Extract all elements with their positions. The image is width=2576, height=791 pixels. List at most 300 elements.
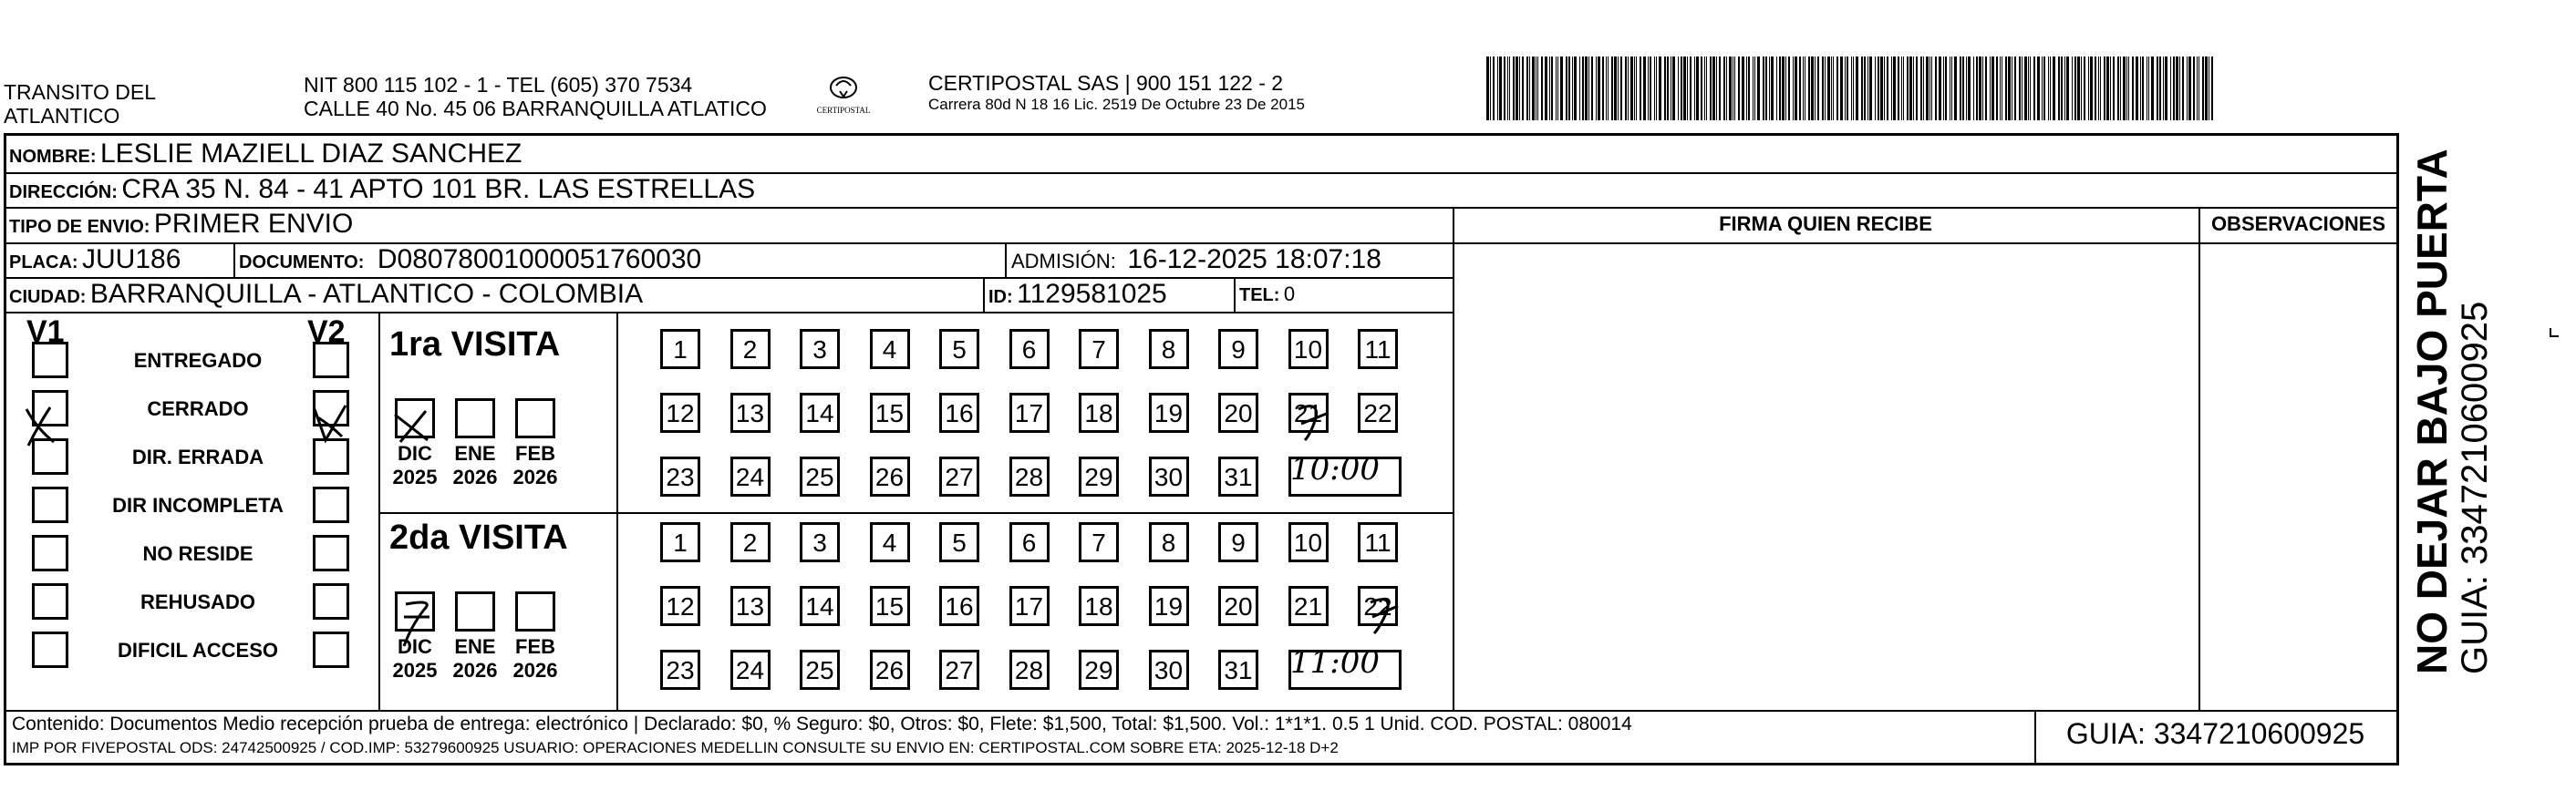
barcode-bar xyxy=(2000,56,2001,120)
barcode-bar xyxy=(2182,56,2184,120)
barcode-bar xyxy=(1825,56,1826,120)
barcode-bar xyxy=(1716,56,1717,120)
tipo-envio-value: PRIMER ENVIO xyxy=(153,209,354,239)
barcode-bar xyxy=(1785,56,1786,120)
barcode-bar xyxy=(2126,56,2127,120)
barcode-bar xyxy=(1782,56,1785,120)
barcode-bar xyxy=(2142,56,2144,120)
barcode-bar xyxy=(1836,56,1838,120)
barcode-bar xyxy=(1710,56,1712,120)
barcode-bar xyxy=(2090,56,2093,120)
day-box-20[interactable]: 20 xyxy=(1218,393,1258,433)
barcode-bar xyxy=(2022,56,2023,120)
barcode-bar xyxy=(1734,56,1735,120)
barcode xyxy=(1486,56,2225,120)
barcode-bar xyxy=(2151,56,2154,120)
firma-label: FIRMA QUIEN RECIBE xyxy=(1719,212,1932,235)
handwritten-marks xyxy=(6,136,1456,710)
day-box-22[interactable]: 22 xyxy=(1358,393,1398,433)
day-box-8[interactable]: 8 xyxy=(1149,522,1189,562)
barcode-bar xyxy=(1656,56,1657,120)
barcode-bar xyxy=(1793,56,1794,120)
barcode-bar xyxy=(1549,56,1550,120)
barcode-bar xyxy=(1640,56,1641,120)
barcode-bar xyxy=(1602,56,1604,120)
status-label: ENTREGADO xyxy=(133,349,263,372)
barcode-bar xyxy=(2197,56,2198,120)
barcode-bar xyxy=(1979,56,1981,120)
day-box-2[interactable]: 2 xyxy=(730,329,771,369)
day-box-11[interactable]: 11 xyxy=(1358,329,1398,369)
barcode-bar xyxy=(1648,56,1649,120)
direccion-row: DIRECCIÓN: CRA 35 N. 84 - 41 APTO 101 BR. LAS ESTRELLAS xyxy=(9,174,756,204)
barcode-bar xyxy=(2019,56,2021,120)
day-box-25[interactable]: 25 xyxy=(800,457,840,497)
barcode-bar xyxy=(1769,56,1770,120)
barcode-bar xyxy=(1808,56,1810,120)
barcode-bar xyxy=(1516,56,1518,120)
barcode-bar xyxy=(1831,56,1832,120)
barcode-bar xyxy=(1557,56,1558,120)
barcode-bar xyxy=(2123,56,2126,120)
barcode-bar xyxy=(1996,56,1998,120)
documento-value: D08078001000051760030 xyxy=(377,244,702,274)
day-box-4[interactable]: 4 xyxy=(870,522,910,562)
day-box-14[interactable]: 14 xyxy=(800,393,840,433)
sender-name: TRANSITO DEL ATLANTICO xyxy=(4,80,156,128)
barcode-bar xyxy=(2014,56,2016,120)
day-box-19[interactable]: 19 xyxy=(1149,393,1189,433)
barcode-bar xyxy=(1960,56,1961,120)
barcode-bar xyxy=(2173,56,2175,120)
barcode-bar xyxy=(2157,56,2158,120)
barcode-bar xyxy=(1853,56,1854,120)
barcode-bar xyxy=(2030,56,2031,120)
contenido-line: Contenido: Documentos Medio recepción prueba de entrega: electrónico | Declarado: $0, % Seguro: $0, Otros: $0, Flete: $1,500, Total: $1,500. Vol.: 1*1*1. 0.5 1 Unid. COD. POSTAL: 080014 xyxy=(12,714,1632,734)
tipo-envio-row: TIPO DE ENVIO: PRIMER ENVIO xyxy=(9,209,354,239)
barcode-bar xyxy=(1634,56,1635,120)
barcode-bar xyxy=(2081,56,2082,120)
barcode-bar xyxy=(1982,56,1983,120)
day-box-12[interactable]: 12 xyxy=(660,586,700,626)
barcode-bar xyxy=(2140,56,2141,120)
barcode-bar xyxy=(2061,56,2063,120)
barcode-bar xyxy=(1748,56,1750,120)
day-box-27[interactable]: 27 xyxy=(939,650,979,690)
id-value: 1129581025 xyxy=(1017,279,1167,309)
day-box-28[interactable]: 28 xyxy=(1009,457,1050,497)
day-box-17[interactable]: 17 xyxy=(1009,586,1050,626)
barcode-bar xyxy=(1851,56,1852,120)
barcode-bar xyxy=(1939,56,1941,120)
barcode-bar xyxy=(1962,56,1964,120)
barcode-bar xyxy=(1681,56,1682,120)
day-box-16[interactable]: 16 xyxy=(939,393,979,433)
day-box-9[interactable]: 9 xyxy=(1218,329,1258,369)
status-label: REHUSADO xyxy=(140,591,255,613)
day-box-23[interactable]: 23 xyxy=(660,457,700,497)
id-field: ID: 1129581025 xyxy=(988,279,1167,309)
barcode-bar xyxy=(1931,56,1932,120)
barcode-bar xyxy=(1803,56,1804,120)
day-box-21[interactable]: 21 xyxy=(1288,393,1329,433)
day-box-5[interactable]: 5 xyxy=(939,522,979,562)
status-label: DIFICIL ACCESO xyxy=(117,639,278,662)
barcode-bar xyxy=(1664,56,1666,120)
ciudad-value: BARRANQUILLA - ATLANTICO - COLOMBIA xyxy=(89,279,644,309)
side-text xyxy=(2409,149,2495,674)
day-box-31[interactable]: 31 xyxy=(1218,650,1258,690)
barcode-bar xyxy=(1945,56,1947,120)
barcode-bar xyxy=(2120,56,2121,120)
admision-field: ADMISIÓN: 16-12-2025 18:07:18 xyxy=(1011,244,1381,274)
barcode-bar xyxy=(1811,56,1814,120)
placa-value: JUU186 xyxy=(82,244,181,274)
no-dejar-bajo-puerta: NO DEJAR BAJO PUERTA xyxy=(2408,149,2456,674)
imp-line: IMP POR FIVEPOSTAL ODS: 24742500925 / COD.IMP: 53279600925 USUARIO: OPERACIONES MEDELLIN CONSULTE SU ENVIO EN: CERTIPOSTAL.COM SOBRE ETA: 2025-12-18 D+2 xyxy=(12,739,1339,756)
observaciones-label: OBSERVACIONES xyxy=(2210,212,2386,235)
barcode-bar xyxy=(2188,56,2191,120)
barcode-bar xyxy=(1526,56,1528,120)
barcode-bar xyxy=(1909,56,1912,120)
barcode-bar xyxy=(2048,56,2049,120)
barcode-bar xyxy=(1620,56,1622,120)
day-box-4[interactable]: 4 xyxy=(870,329,910,369)
barcode-bar xyxy=(2084,56,2085,120)
status-label: DIR INCOMPLETA xyxy=(112,494,284,517)
guide-form xyxy=(4,133,2399,765)
barcode-bar xyxy=(1976,56,1978,120)
barcode-bar xyxy=(1568,56,1570,120)
barcode-bar xyxy=(1611,56,1613,120)
status-label: DIR. ERRADA xyxy=(131,446,264,468)
barcode-bar xyxy=(2187,56,2188,120)
barcode-bar xyxy=(1499,56,1502,120)
day-box-30[interactable]: 30 xyxy=(1149,650,1189,690)
barcode-bar xyxy=(1706,56,1707,120)
barcode-bar xyxy=(1991,56,1994,120)
barcode-bar xyxy=(2024,56,2027,120)
day-box-10[interactable]: 10 xyxy=(1288,329,1329,369)
barcode-bar xyxy=(2088,56,2089,120)
nombre-value: LESLIE MAZIELL DIAZ SANCHEZ xyxy=(100,139,522,169)
barcode-bar xyxy=(1701,56,1702,120)
barcode-bar xyxy=(2202,56,2204,120)
barcode-bar xyxy=(1875,56,1876,120)
barcode-bar xyxy=(1742,56,1744,120)
day-box-13[interactable]: 13 xyxy=(730,586,771,626)
barcode-bar xyxy=(2211,56,2213,120)
barcode-bar xyxy=(1585,56,1588,120)
barcode-bar xyxy=(1738,56,1740,120)
barcode-bar xyxy=(2205,56,2208,120)
barcode-bar xyxy=(1596,56,1597,120)
barcode-bar xyxy=(2193,56,2195,120)
month-label: DIC 2025 xyxy=(392,442,438,488)
visit1-time: 10:00 xyxy=(1290,451,1380,488)
barcode-bar xyxy=(2042,56,2043,120)
v1-label: V1 xyxy=(26,314,65,349)
barcode-bar xyxy=(1776,56,1777,120)
barcode-bar xyxy=(1753,56,1754,120)
footer-guia: GUIA: 3347210600925 xyxy=(2065,717,2365,750)
day-box-1[interactable]: 1 xyxy=(660,329,700,369)
day-box-29[interactable]: 29 xyxy=(1079,650,1119,690)
barcode-bar xyxy=(1522,56,1524,120)
day-box-11[interactable]: 11 xyxy=(1358,522,1398,562)
day-box-5[interactable]: 5 xyxy=(939,329,979,369)
barcode-bar xyxy=(1694,56,1695,120)
barcode-bar xyxy=(1867,56,1868,120)
barcode-bar xyxy=(1719,56,1721,120)
barcode-bar xyxy=(2064,56,2065,120)
barcode-bar xyxy=(1643,56,1646,120)
day-box-18[interactable]: 18 xyxy=(1079,393,1119,433)
barcode-bar xyxy=(1887,56,1888,120)
company-info: CERTIPOSTAL SAS | 900 151 122 - 2 Carrera 80d N 18 16 Lic. 2519 De Octubre 23 De 2015 xyxy=(928,71,1305,113)
barcode-bar xyxy=(2136,56,2138,120)
sender-contact: NIT 800 115 102 - 1 - TEL (605) 370 7534 CALLE 40 No. 45 06 BARRANQUILLA ATLATICO xyxy=(304,73,767,120)
day-box-7[interactable]: 7 xyxy=(1079,329,1119,369)
barcode-bar xyxy=(2176,56,2178,120)
barcode-bar xyxy=(2104,56,2105,120)
barcode-bar xyxy=(2077,56,2080,120)
day-box-24[interactable]: 24 xyxy=(730,650,771,690)
day-box-15[interactable]: 15 xyxy=(870,586,910,626)
svg-text:CERTIPOSTAL: CERTIPOSTAL xyxy=(816,106,871,115)
barcode-bar xyxy=(1833,56,1834,120)
day-box-30[interactable]: 30 xyxy=(1149,457,1189,497)
documento-field: DOCUMENTO: D08078001000051760030 xyxy=(239,244,702,274)
barcode-bar xyxy=(1903,56,1904,120)
barcode-bar xyxy=(1560,56,1563,120)
day-box-8[interactable]: 8 xyxy=(1149,329,1189,369)
barcode-bar xyxy=(1757,56,1760,120)
barcode-bar xyxy=(2132,56,2134,120)
barcode-bar xyxy=(1856,56,1858,120)
barcode-bar xyxy=(2148,56,2149,120)
barcode-bar xyxy=(2100,56,2101,120)
day-box-3[interactable]: 3 xyxy=(800,329,840,369)
barcode-bar xyxy=(1650,56,1651,120)
barcode-bar xyxy=(2043,56,2045,120)
barcode-bar xyxy=(2098,56,2099,120)
barcode-bar xyxy=(1891,56,1892,120)
barcode-bar xyxy=(1763,56,1764,120)
barcode-bar xyxy=(1893,56,1896,120)
barcode-bar xyxy=(2179,56,2180,120)
barcode-bar xyxy=(1827,56,1830,120)
day-box-27[interactable]: 27 xyxy=(939,457,979,497)
day-box-31[interactable]: 31 xyxy=(1218,457,1258,497)
barcode-bar xyxy=(1861,56,1863,120)
certipostal-logo xyxy=(812,73,875,118)
barcode-bar xyxy=(1618,56,1619,120)
barcode-bar xyxy=(2113,56,2115,120)
barcode-bar xyxy=(1608,56,1609,120)
barcode-bar xyxy=(1729,56,1732,120)
day-box-17[interactable]: 17 xyxy=(1009,393,1050,433)
barcode-bar xyxy=(2117,56,2119,120)
barcode-bar xyxy=(1504,56,1505,120)
barcode-bar xyxy=(2110,56,2111,120)
day-box-3[interactable]: 3 xyxy=(800,522,840,562)
v2-label: V2 xyxy=(307,314,346,349)
day-box-21[interactable]: 21 xyxy=(1288,586,1329,626)
barcode-bar xyxy=(2008,56,2011,120)
visit2-title: 2da VISITA xyxy=(389,519,568,557)
barcode-bar xyxy=(1884,56,1885,120)
barcode-bar xyxy=(1845,56,1846,120)
barcode-bar xyxy=(1493,56,1495,120)
barcode-bar xyxy=(1678,56,1679,120)
barcode-bar xyxy=(1672,56,1675,120)
barcode-bar xyxy=(1898,56,1899,120)
barcode-bar xyxy=(1968,56,1971,120)
barcode-bar xyxy=(1696,56,1699,120)
placa-field: PLACA: JUU186 xyxy=(9,244,181,274)
day-box-6[interactable]: 6 xyxy=(1009,329,1050,369)
month-label: FEB 2026 xyxy=(512,635,558,682)
day-box-1[interactable]: 1 xyxy=(660,522,700,562)
barcode-bar xyxy=(1509,56,1510,120)
barcode-bar xyxy=(1712,56,1715,120)
day-box-18[interactable]: 18 xyxy=(1079,586,1119,626)
barcode-bar xyxy=(1556,56,1557,120)
day-box-15[interactable]: 15 xyxy=(870,393,910,433)
barcode-bar xyxy=(1923,56,1924,120)
day-box-25[interactable]: 25 xyxy=(800,650,840,690)
barcode-bar xyxy=(2072,56,2073,120)
barcode-bar xyxy=(2159,56,2161,120)
status-label: CERRADO xyxy=(147,397,249,420)
day-box-24[interactable]: 24 xyxy=(730,457,771,497)
day-box-13[interactable]: 13 xyxy=(730,393,771,433)
day-box-23[interactable]: 23 xyxy=(660,650,700,690)
barcode-bar xyxy=(1765,56,1767,120)
barcode-bar xyxy=(1704,56,1705,120)
barcode-bar xyxy=(2033,56,2035,120)
barcode-bar xyxy=(2050,56,2051,120)
barcode-bar xyxy=(1614,56,1617,120)
barcode-bar xyxy=(1537,56,1538,120)
month-label: FEB 2026 xyxy=(512,442,558,488)
direccion-value: CRA 35 N. 84 - 41 APTO 101 BR. LAS ESTRELLAS xyxy=(121,174,756,204)
status-label: NO RESIDE xyxy=(142,542,253,565)
barcode-bar xyxy=(2170,56,2171,120)
barcode-bar xyxy=(1687,56,1688,120)
day-box-16[interactable]: 16 xyxy=(939,586,979,626)
barcode-bar xyxy=(1545,56,1547,120)
barcode-bar xyxy=(1628,56,1629,120)
day-box-7[interactable]: 7 xyxy=(1079,522,1119,562)
barcode-bar xyxy=(1822,56,1824,120)
barcode-bar xyxy=(2165,56,2167,120)
barcode-bar xyxy=(1659,56,1661,120)
barcode-bar xyxy=(1690,56,1691,120)
day-box-14[interactable]: 14 xyxy=(800,586,840,626)
barcode-bar xyxy=(1864,56,1866,120)
tel-value: 0 xyxy=(1283,282,1296,305)
barcode-bar xyxy=(1973,56,1974,120)
barcode-bar xyxy=(2074,56,2076,120)
day-box-19[interactable]: 19 xyxy=(1149,586,1189,626)
ciudad-field: CIUDAD: BARRANQUILLA - ATLANTICO - COLOMBIA xyxy=(9,279,644,309)
barcode-bar xyxy=(2128,56,2129,120)
barcode-bar xyxy=(1869,56,1872,120)
month-label: ENE 2026 xyxy=(452,635,498,682)
barcode-bar xyxy=(1840,56,1843,120)
barcode-bar xyxy=(1625,56,1627,120)
barcode-bar xyxy=(1966,56,1967,120)
day-box-6[interactable]: 6 xyxy=(1009,522,1050,562)
day-box-26[interactable]: 26 xyxy=(870,650,910,690)
barcode-bar xyxy=(1683,56,1686,120)
visit1-title: 1ra VISITA xyxy=(389,325,561,364)
day-box-26[interactable]: 26 xyxy=(870,457,910,497)
month-label: ENE 2026 xyxy=(452,442,498,488)
barcode-bar xyxy=(1513,56,1515,120)
barcode-bar xyxy=(1935,56,1937,120)
month-label: DIC 2025 xyxy=(392,635,438,682)
barcode-bar xyxy=(2106,56,2109,120)
day-box-10[interactable]: 10 xyxy=(1288,522,1329,562)
barcode-bar xyxy=(1754,56,1755,120)
day-box-9[interactable]: 9 xyxy=(1218,522,1258,562)
barcode-bar xyxy=(2198,56,2199,120)
barcode-bar xyxy=(1913,56,1914,120)
barcode-bar xyxy=(1847,56,1848,120)
barcode-bar xyxy=(2037,56,2040,120)
day-box-29[interactable]: 29 xyxy=(1079,457,1119,497)
barcode-bar xyxy=(1907,56,1909,120)
barcode-bar xyxy=(1519,56,1520,120)
barcode-bar xyxy=(1943,56,1944,120)
barcode-bar xyxy=(1916,56,1918,120)
barcode-bar xyxy=(1926,56,1929,120)
barcode-bar xyxy=(2095,56,2096,120)
barcode-bar xyxy=(2028,56,2029,120)
corner-mark xyxy=(2550,328,2559,337)
barcode-bar xyxy=(1746,56,1747,120)
day-box-12[interactable]: 12 xyxy=(660,393,700,433)
admision-value: 16-12-2025 18:07:18 xyxy=(1127,244,1381,274)
day-box-28[interactable]: 28 xyxy=(1009,650,1050,690)
day-box-20[interactable]: 20 xyxy=(1218,586,1258,626)
barcode-bar xyxy=(1579,56,1580,120)
barcode-bar xyxy=(1591,56,1593,120)
day-box-22[interactable]: 22 xyxy=(1358,586,1398,626)
barcode-bar xyxy=(1667,56,1669,120)
barcode-bar xyxy=(1630,56,1633,120)
barcode-bar xyxy=(1985,56,1987,120)
barcode-bar xyxy=(1551,56,1553,120)
barcode-bar xyxy=(1990,56,1991,120)
barcode-bar xyxy=(1582,56,1584,120)
side-guia: GUIA: 3347210600925 xyxy=(2455,301,2495,674)
nombre-row: NOMBRE: LESLIE MAZIELL DIAZ SANCHEZ xyxy=(9,139,522,169)
barcode-bar xyxy=(1817,56,1819,120)
barcode-bar xyxy=(1951,56,1952,120)
barcode-bar xyxy=(1572,56,1573,120)
barcode-bar xyxy=(1920,56,1922,120)
barcode-bar xyxy=(1880,56,1883,120)
barcode-bar xyxy=(1606,56,1607,120)
barcode-bar xyxy=(1779,56,1781,120)
day-box-2[interactable]: 2 xyxy=(730,522,771,562)
barcode-bar xyxy=(1490,56,1491,120)
barcode-bar xyxy=(1795,56,1797,120)
